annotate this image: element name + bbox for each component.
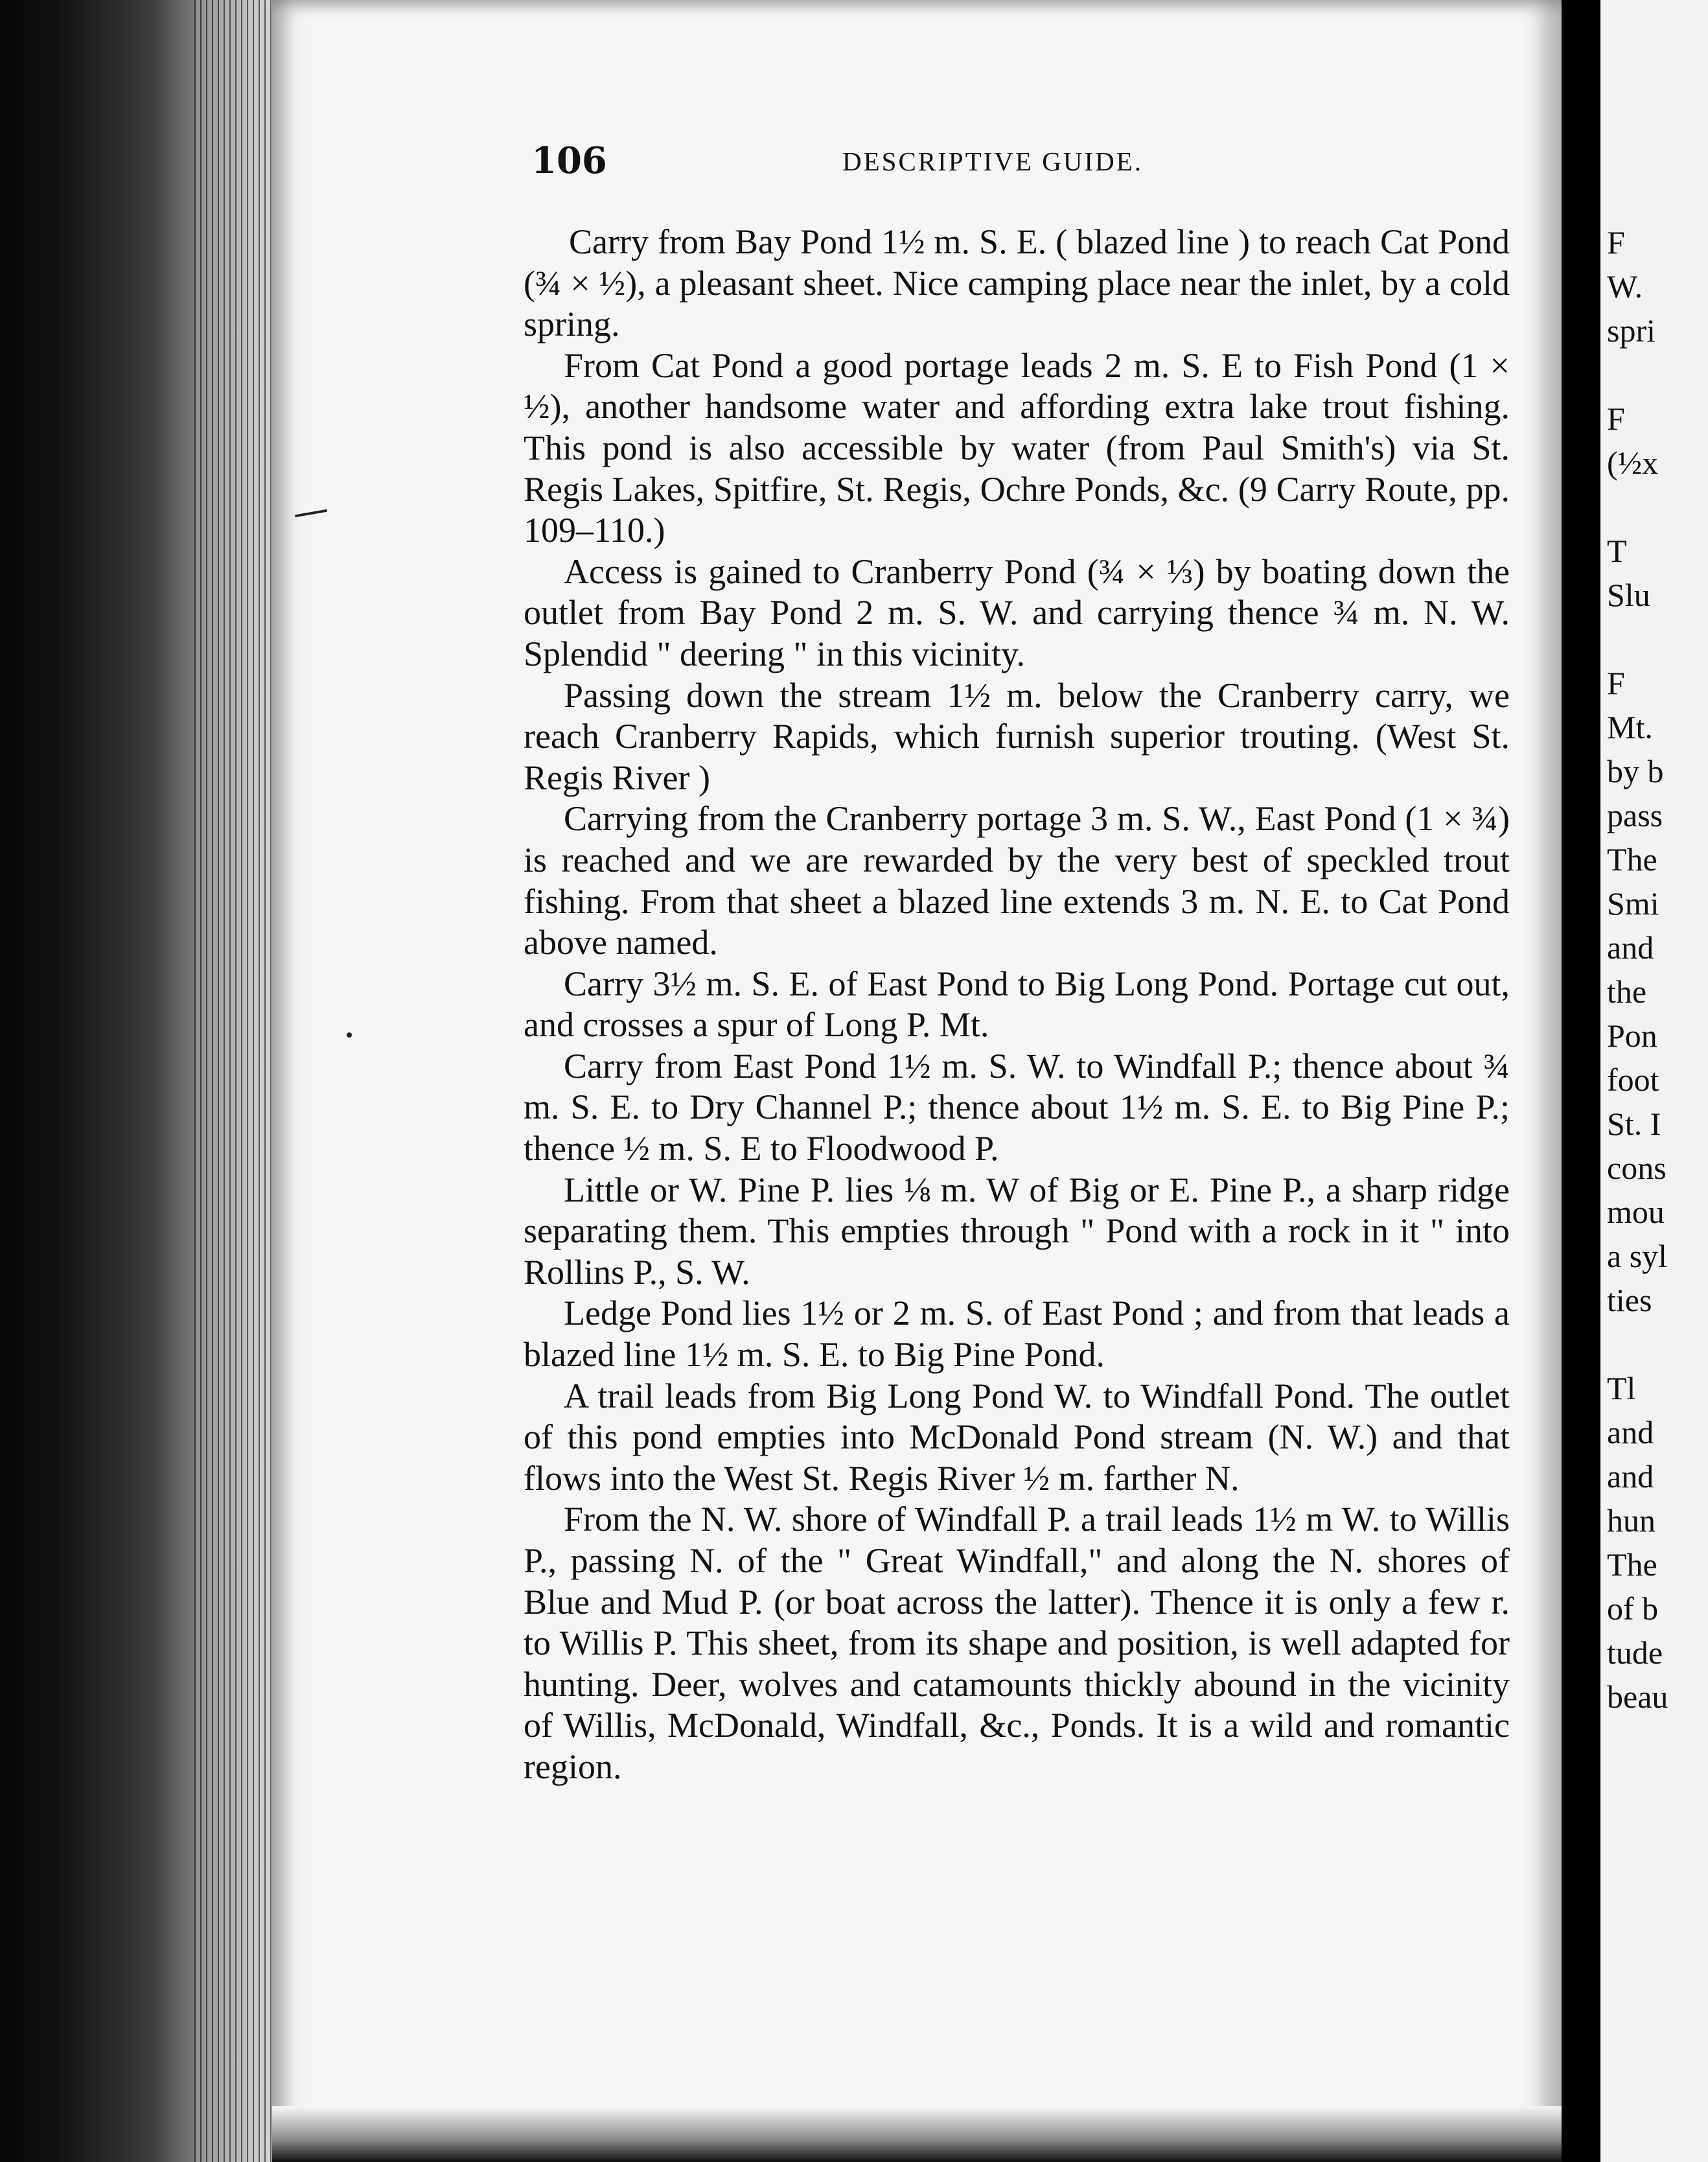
- paragraph-windfall-carry: Carry from East Pond 1½ m. S. W. to Windfall P.; thence about ¾ m. S. E. to Dry Channel P.; thence about 1½ m. S. E. to Big Pine P.; thence ½ m. S. E to Floodwood P.: [524, 1046, 1510, 1168]
- facing-line: cons: [1607, 1150, 1667, 1186]
- page-bottom-edge: [272, 2106, 1562, 2162]
- page-number: 106: [531, 139, 607, 182]
- paragraph-fish-pond: From Cat Pond a good portage leads 2 m. S. E to Fish Pond (1 × ½), another handsome water and affording extra lake trout fishing. This pond is also accessible by water (from Paul Smith's) via St. Regis Lakes, Spitfire, St. Regis, Ochre Ponds, &c. (9 Carry Route, pp. 109–110.): [524, 345, 1510, 550]
- facing-line: W.: [1607, 268, 1643, 305]
- facing-line: (½x: [1607, 445, 1659, 481]
- running-head: DESCRIPTIVE GUIDE.: [842, 146, 1143, 176]
- facing-line: hun: [1607, 1502, 1656, 1539]
- facing-line: of b: [1607, 1590, 1659, 1627]
- facing-line: [1607, 617, 1708, 661]
- paragraph-cranberry-pond: Access is gained to Cranberry Pond (¾ × ⅓) by boating down the outlet from Bay Pond 2 m. S. W. and carrying thence ¾ m. N. W. Splendid " deering " in this vicinity.: [524, 552, 1510, 673]
- facing-line: and: [1607, 1414, 1654, 1450]
- facing-line: F: [1607, 665, 1625, 701]
- facing-line: St. I: [1607, 1106, 1661, 1142]
- facing-line: foot: [1607, 1062, 1659, 1098]
- paragraph-big-long-pond: Carry 3½ m. S. E. of East Pond to Big Long Pond. Portage cut out, and crosses a spur of Long P. Mt.: [524, 964, 1510, 1045]
- paragraph-windfall-trail: A trail leads from Big Long Pond W. to Windfall Pond. The outlet of this pond empties into McDonald Pond stream (N. W.) and that flows into the West St. Regis River ½ m. farther N.: [524, 1376, 1510, 1498]
- facing-line: F: [1607, 401, 1625, 437]
- facing-line: T: [1607, 533, 1627, 569]
- page-header: [531, 139, 1205, 185]
- book-gutter: [1562, 0, 1600, 2162]
- facing-line: beau: [1607, 1679, 1668, 1715]
- facing-line: and: [1607, 929, 1654, 966]
- facing-page-text: [1607, 220, 1708, 1719]
- facing-line: mou: [1607, 1194, 1665, 1230]
- facing-line: F: [1607, 224, 1625, 261]
- facing-line: Pon: [1607, 1017, 1657, 1054]
- paragraph-east-pond: Carrying from the Cranberry portage 3 m. S. W., East Pond (1 × ¾) is reached and we are rewarded by the very best of speckled trout fishing. From that sheet a blazed line extends 3 m. N. E. to Cat Pond above named.: [524, 799, 1510, 962]
- paragraph-little-pine-pond: Little or W. Pine P. lies ⅛ m. W of Big or E. Pine P., a sharp ridge separating them. This empties through " Pond with a rock in it " into Rollins P., S. W.: [524, 1170, 1510, 1292]
- facing-line: and: [1607, 1458, 1654, 1494]
- facing-page: [1600, 0, 1708, 2162]
- facing-line: [1607, 353, 1708, 397]
- facing-line: a syl: [1607, 1238, 1668, 1274]
- margin-ink-dot: [347, 1032, 352, 1038]
- facing-line: The: [1607, 841, 1657, 878]
- paragraph-cat-pond: Carry from Bay Pond 1½ m. S. E. ( blazed line ) to reach Cat Pond (¾ × ½), a pleasant sheet. Nice camping place near the inlet, by a cold spring.: [524, 222, 1510, 344]
- facing-line: by b: [1607, 753, 1664, 789]
- facing-line: ties: [1607, 1282, 1652, 1318]
- facing-line: Mt.: [1607, 709, 1653, 745]
- facing-line: [1607, 1322, 1708, 1366]
- facing-line: the: [1607, 973, 1647, 1010]
- facing-line: Slu: [1607, 577, 1650, 613]
- facing-line: Smi: [1607, 885, 1659, 922]
- paragraph-willis-pond: From the N. W. shore of Windfall P. a trail leads 1½ m W. to Willis P., passing N. of the " Great Windfall," and along the N. shores of Blue and Mud P. (or boat across the latter). Thence it is only a few r. to Willis P. This sheet, from its shape and position, is well adapted for hunting. Deer, wolves and catamounts thickly abound in the vicinity of Willis, McDonald, Windfall, &c., Ponds. It is a wild and romantic region.: [524, 1500, 1510, 1786]
- paragraph-cranberry-rapids: Passing down the stream 1½ m. below the Cranberry carry, we reach Cranberry Rapids, which furnish superior trouting. (West St. Regis River ): [524, 675, 1510, 797]
- facing-line: [1607, 485, 1708, 529]
- facing-line: spri: [1607, 312, 1656, 349]
- page-body-text: [524, 222, 1510, 1788]
- facing-line: The: [1607, 1546, 1657, 1583]
- facing-line: Tl: [1607, 1370, 1636, 1406]
- stacked-leaf-lines: [194, 0, 272, 2162]
- paragraph-ledge-pond: Ledge Pond lies 1½ or 2 m. S. of East Pond ; and from that leads a blazed line 1½ m. S. E. to Big Pine Pond.: [524, 1294, 1510, 1375]
- facing-line: tude: [1607, 1634, 1663, 1671]
- facing-line: pass: [1607, 797, 1663, 833]
